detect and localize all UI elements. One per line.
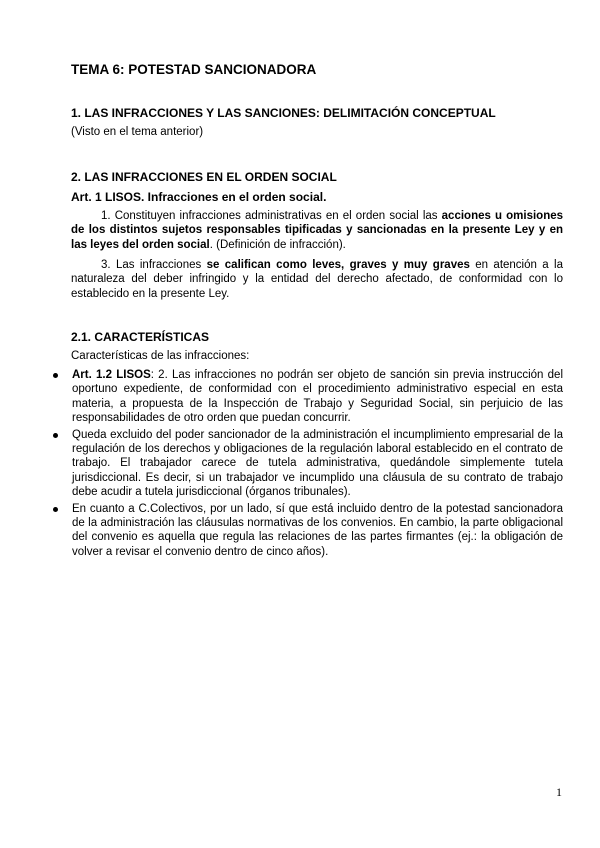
list-item-bold: Art. 1.2 LISOS <box>72 369 151 381</box>
section2-heading: 2. LAS INFRACCIONES EN EL ORDEN SOCIAL <box>71 170 337 184</box>
document-title: TEMA 6: POTESTAD SANCIONADORA <box>71 62 317 77</box>
paragraph-classification <box>71 258 563 301</box>
section1-note: (Visto en el tema anterior) <box>71 126 204 138</box>
list-item <box>71 502 563 560</box>
paragraph-definition-bold: acciones u omisiones de los distintos sujetos responsables tipificadas y sancionadas en la presente Ley y en las leyes del orden social <box>71 210 564 251</box>
paragraph-classification-text-1: 3. Las infracciones <box>101 259 207 271</box>
list-item-text: Queda excluido del poder sancionador de la administración el incumplimiento empresarial de la regulación de los derechos y obligaciones de la regulación laboral establecido en el contrato de trabajo. El trabajador carece de tutela administrativa, quedándole simplemente tutela jurisdiccional. Es decir, si un trabajador ve incumplido una cláusula de su contrato de trabajo debe acudir a tutela jurisdiccional (órganos tribunales). <box>72 428 563 499</box>
bullet-icon <box>53 433 58 438</box>
list-item-text: : 2. Las infracciones no podrán ser objeto de sanción sin previa instrucción del oportuno expediente, de conformidad con el procedimiento administrativo especial en esta materia, a propuesta de la Inspección de Trabajo y Seguridad Social, sin perjuicio de las responsabilidades de otro orden que puedan concurrir. <box>72 369 564 425</box>
characteristics-list <box>71 368 563 561</box>
paragraph-definition-text-2: . (Definición de infracción). <box>209 238 346 251</box>
bullet-icon <box>53 373 58 378</box>
section21-intro: Características de las infracciones: <box>71 350 250 362</box>
article-heading: Art. 1 LISOS. Infracciones en el orden social. <box>71 190 327 204</box>
section1-heading: 1. LAS INFRACCIONES Y LAS SANCIONES: DELIMITACIÓN CONCEPTUAL <box>71 106 496 120</box>
list-item-text: En cuanto a C.Colectivos, por un lado, sí que está incluido dentro de la potestad sancionadora de la administración las cláusulas normativas de los convenios. En cambio, la parte obligacional del convenio es aquella que regula las relaciones de las partes firmantes (ej.: la obligación de volver a revisar el convenio dentro de cinco años). <box>72 502 563 558</box>
list-item <box>71 368 563 426</box>
bullet-icon <box>53 507 58 512</box>
paragraph-classification-bold: se califican como leves, graves y muy graves <box>206 259 470 271</box>
paragraph-definition <box>71 209 563 252</box>
page-number: 1 <box>556 785 562 799</box>
paragraph-definition-text-1: 1. Constituyen infracciones administrativas en el orden social las <box>101 210 442 222</box>
list-item <box>71 428 563 500</box>
section21-heading: 2.1. CARACTERÍSTICAS <box>71 330 210 344</box>
paragraph-classification-text-2: en atención a la naturaleza del deber infringido y la entidad del derecho afectado, de conformidad con lo establecido en la presente Ley. <box>71 259 563 300</box>
